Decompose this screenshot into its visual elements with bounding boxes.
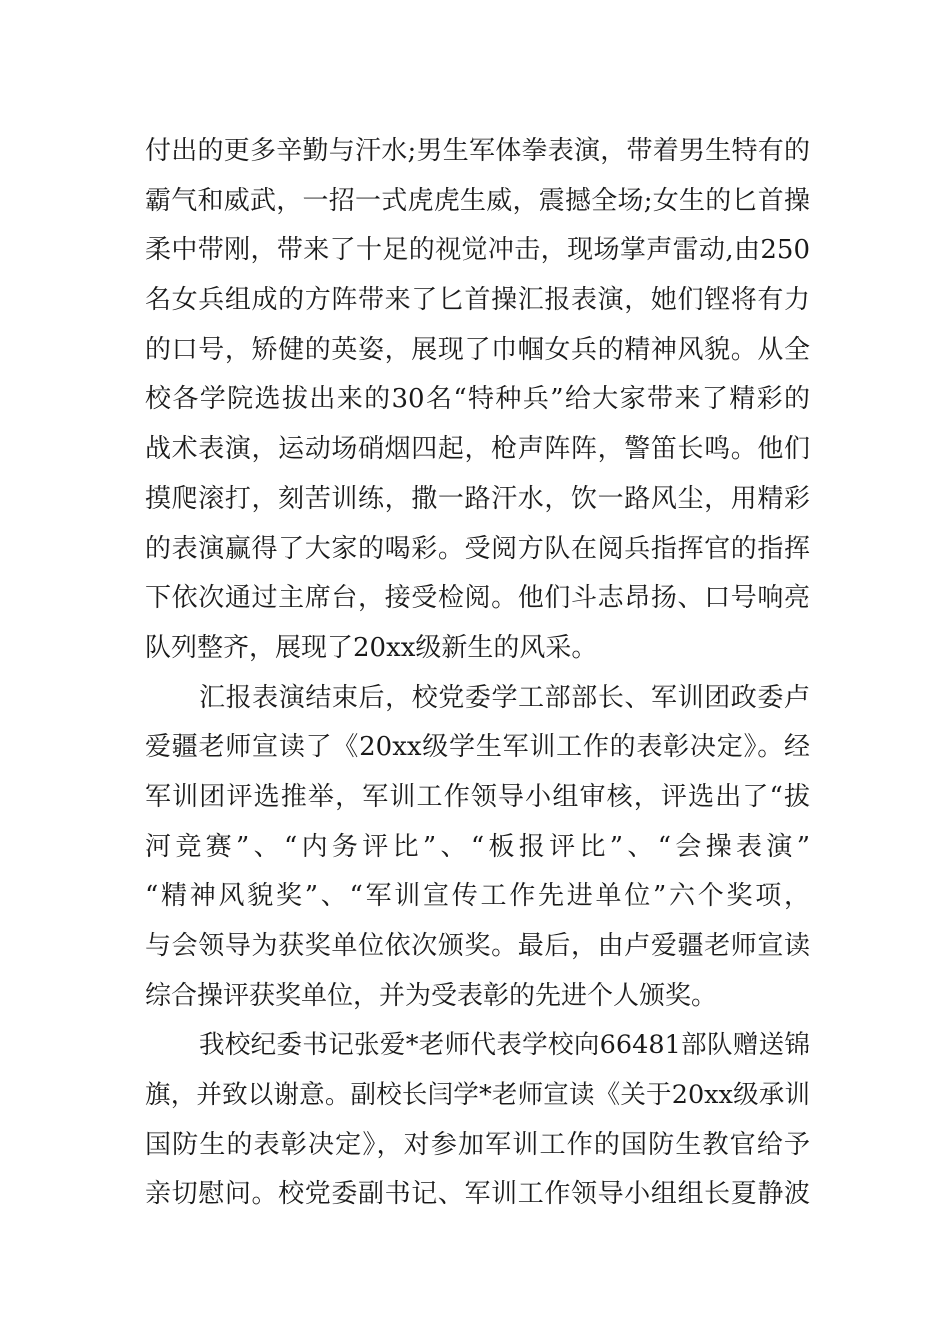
- text-line: 校各学院选拔出来的30名“特种兵”给大家带来了精彩的: [145, 384, 810, 415]
- text-line: 霸气和威武，一招一式虎虎生威，震撼全场;女生的匕首操: [145, 185, 810, 216]
- paragraph-2: [145, 674, 810, 1022]
- text-line: 军训团评选推举，军训工作领导小组审核，评选出了“拔: [145, 781, 810, 812]
- text-line: 综合操评获奖单位，并为受表彰的先进个人颁奖。: [145, 980, 718, 1011]
- text-line: 付出的更多辛勤与汗水;男生军体拳表演，带着男生特有的: [145, 136, 810, 166]
- text-line: 队列整齐，展现了20xx级新生的风采。: [145, 632, 598, 663]
- paragraph-3: [145, 1021, 810, 1220]
- text-line: 摸爬滚打，刻苦训练，撒一路汗水，饮一路风尘，用精彩: [145, 483, 810, 514]
- text-line: 爱疆老师宣读了《20xx级学生军训工作的表彰决定》。经: [145, 732, 810, 763]
- paragraph-1: [145, 127, 810, 674]
- text-line: 汇报表演结束后，校党委学工部部长、军训团政委卢: [199, 682, 810, 713]
- text-line: 旗，并致以谢意。副校长闫学*老师宣读《关于20xx级承训: [145, 1080, 810, 1111]
- text-line: 我校纪委书记张爱*老师代表学校向66481部队赠送锦: [199, 1030, 810, 1061]
- text-line: 下依次通过主席台，接受检阅。他们斗志昂扬、口号响亮: [145, 583, 810, 614]
- text-line: 河竞赛”、“内务评比”、“板报评比”、“会操表演”: [145, 831, 810, 862]
- text-line: “精神风貌奖”、“军训宣传工作先进单位”六个奖项，: [145, 881, 810, 912]
- text-line: 名女兵组成的方阵带来了匕首操汇报表演，她们铿将有力: [145, 285, 810, 316]
- document-body: [145, 127, 810, 1220]
- text-line: 战术表演，运动场硝烟四起，枪声阵阵，警笛长鸣。他们: [145, 434, 810, 465]
- text-line: 柔中带刚，带来了十足的视觉冲击，现场掌声雷动,由250: [145, 235, 810, 266]
- text-line: 的表演赢得了大家的喝彩。受阅方队在阅兵指挥官的指挥: [145, 533, 810, 564]
- text-line: 与会领导为获奖单位依次颁奖。最后，由卢爱疆老师宣读: [145, 931, 810, 961]
- text-line: 国防生的表彰决定》，对参加军训工作的国防生教官给予: [145, 1129, 810, 1160]
- text-line: 的口号，矫健的英姿，展现了巾帼女兵的精神风貌。从全: [145, 334, 810, 365]
- text-line: 亲切慰问。校党委副书记、军训工作领导小组组长夏静波: [145, 1179, 810, 1210]
